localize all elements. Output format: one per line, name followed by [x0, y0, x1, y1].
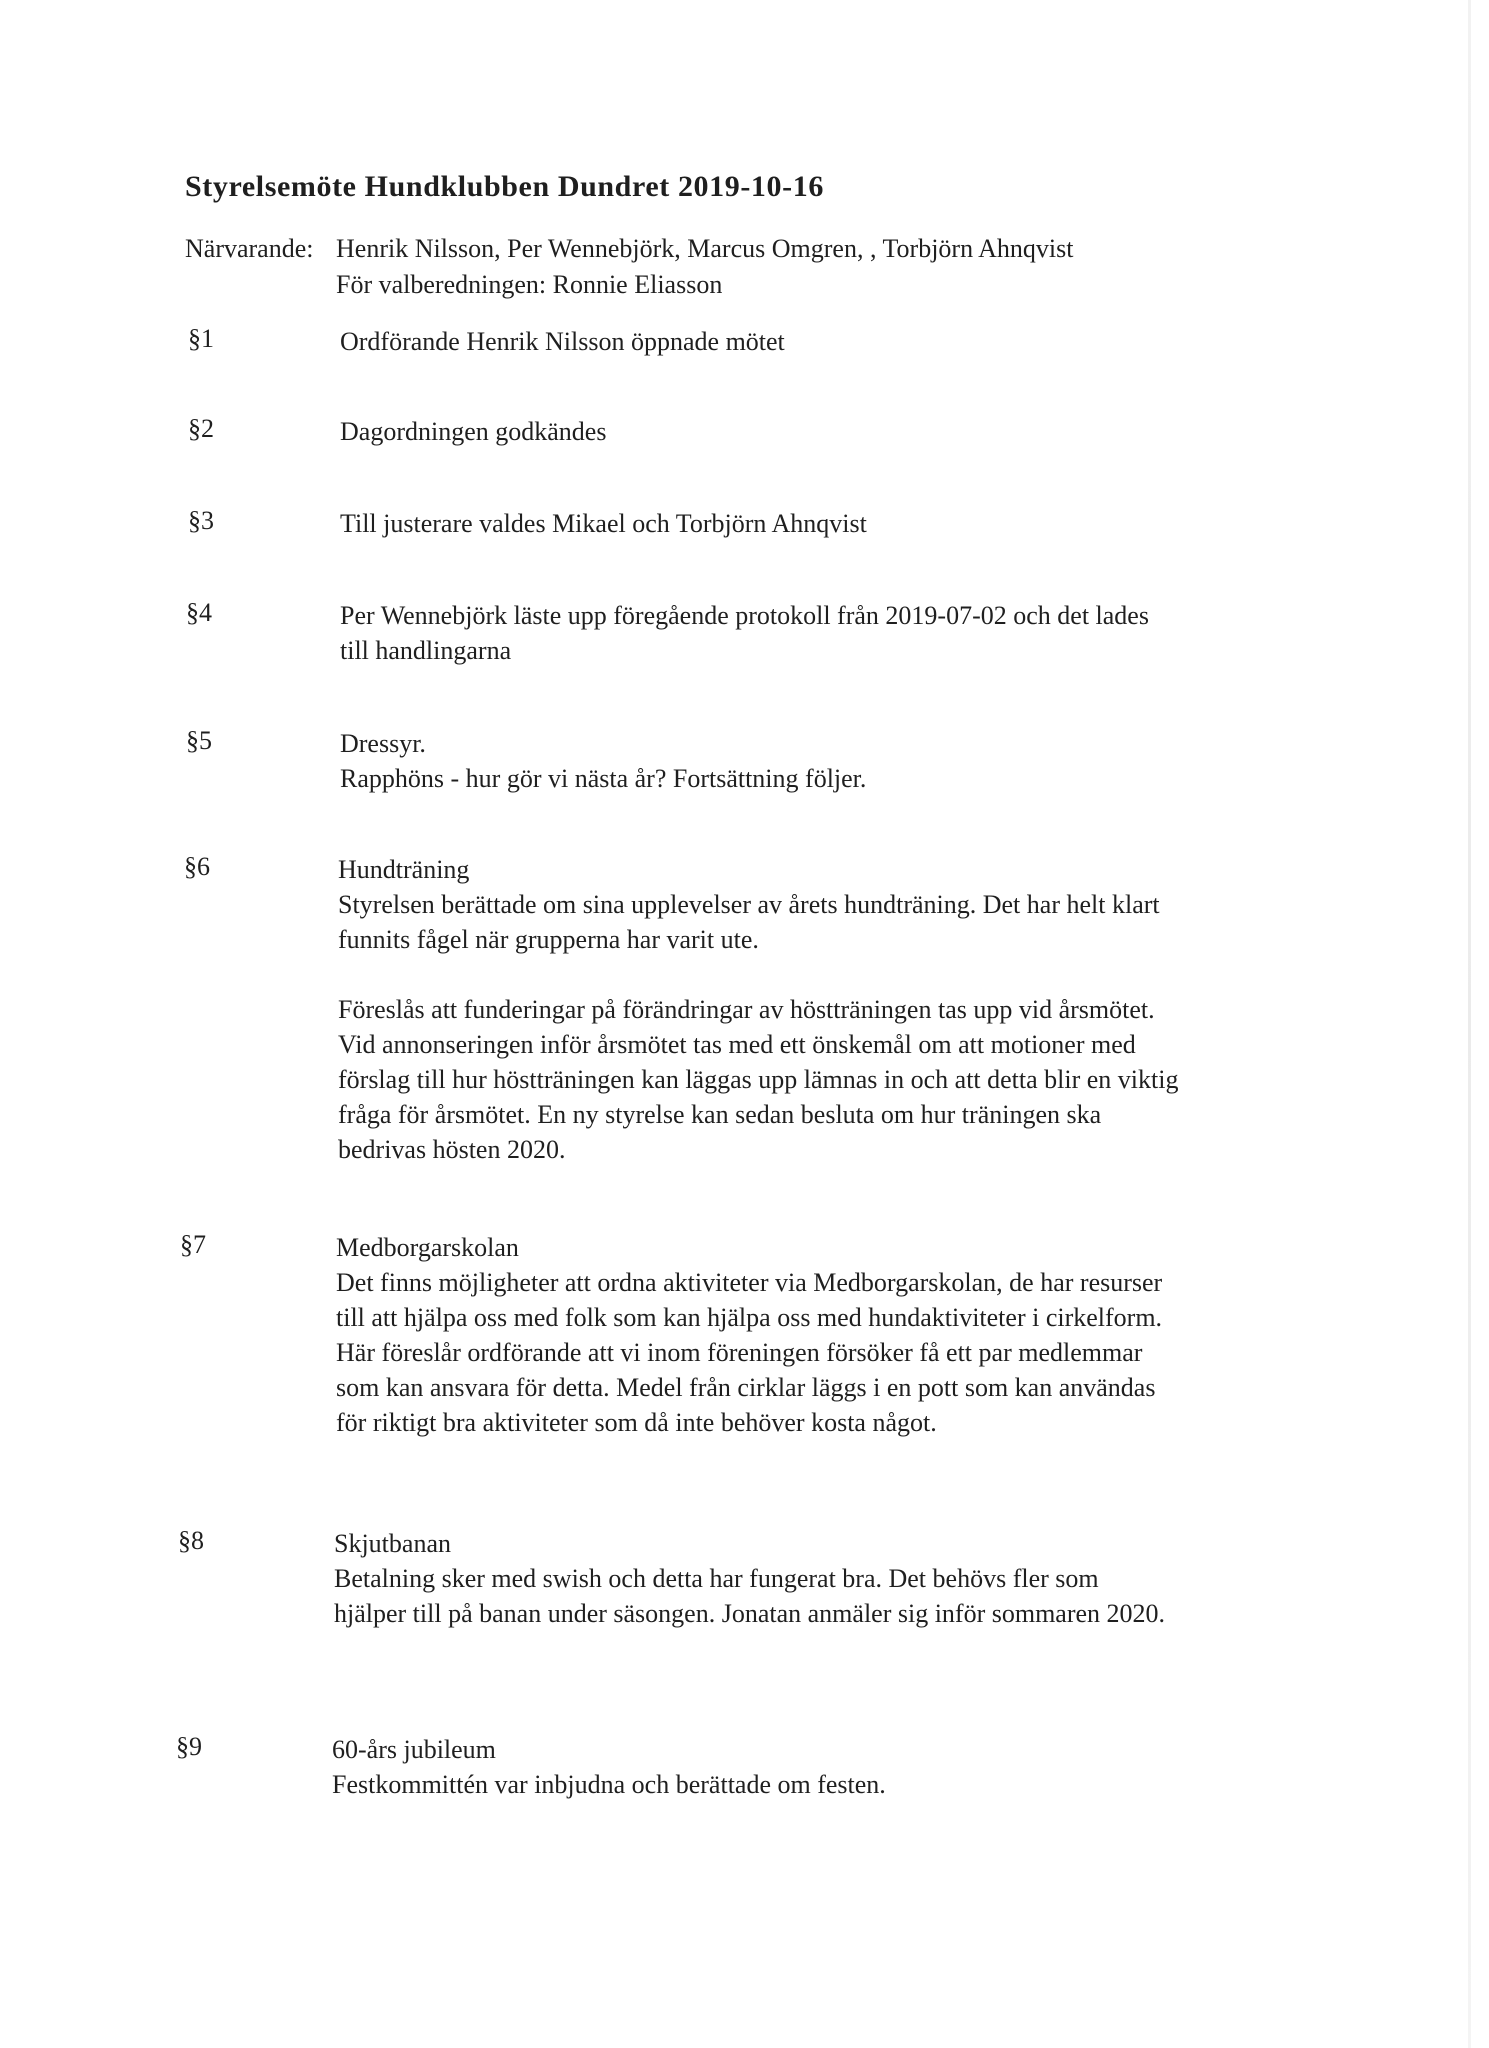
section-text-line: 60-års jubileum	[332, 1735, 496, 1764]
section-body	[340, 598, 1149, 668]
section-text-line: hjälper till på banan under säsongen. Jonatan anmäler sig inför sommaren 2020.	[334, 1599, 1166, 1628]
section-body	[340, 414, 606, 449]
section-text-line: förslag till hur höstträningen kan läggas upp lämnas in och att detta blir en viktig	[338, 1065, 1179, 1094]
section-text-line: Festkommittén var inbjudna och berättade om festen.	[332, 1770, 886, 1799]
section-number: §3	[188, 506, 214, 535]
section-text-line: Dagordningen godkändes	[340, 417, 607, 446]
section-body	[340, 324, 785, 359]
section-text-line: Rapphöns - hur gör vi nästa år? Fortsättning följer.	[340, 764, 867, 793]
section-text-line: Per Wennebjörk läste upp föregående protokoll från 2019-07-02 och det lades	[340, 601, 1149, 630]
section-number: §9	[176, 1732, 202, 1761]
section-body	[336, 1230, 1162, 1440]
section-text-line: fråga för årsmötet. En ny styrelse kan sedan besluta om hur träningen ska	[338, 1100, 1102, 1129]
attendance-line: Henrik Nilsson, Per Wennebjörk, Marcus Omgren, , Torbjörn Ahnqvist	[336, 234, 1074, 263]
attendance-label: Närvarande:	[185, 234, 314, 263]
scan-edge	[1468, 0, 1471, 2048]
section-number: §7	[180, 1230, 206, 1259]
section-number: §5	[186, 726, 212, 755]
section-body	[340, 506, 867, 541]
paragraph-gap	[338, 957, 1178, 992]
section-number: §1	[188, 324, 214, 353]
section-text-line: för riktigt bra aktiviteter som då inte behöver kosta något.	[336, 1408, 937, 1437]
section-text-line: Skjutbanan	[334, 1529, 451, 1558]
section-text-line: Ordförande Henrik Nilsson öppnade mötet	[340, 327, 785, 356]
section-body	[334, 1526, 1165, 1631]
section-text-line: Medborgarskolan	[336, 1233, 519, 1262]
section-body	[338, 852, 1178, 1167]
section-number: §8	[178, 1526, 204, 1555]
section-body	[332, 1732, 886, 1802]
section-text-line: funnits fågel när grupperna har varit ute.	[338, 925, 759, 954]
document-title: Styrelsemöte Hundklubben Dundret 2019-10-16	[185, 170, 824, 203]
section-text-line: bedrivas hösten 2020.	[338, 1135, 566, 1164]
section-text-line: till handlingarna	[340, 636, 512, 665]
section-text-line: Dressyr.	[340, 729, 426, 758]
section-text-line: Vid annonseringen inför årsmötet tas med ett önskemål om att motioner med	[338, 1030, 1136, 1059]
section-text-line: Föreslås att funderingar på förändringar av höstträningen tas upp vid årsmötet.	[338, 995, 1155, 1024]
section-number: §6	[184, 852, 210, 881]
section-text-line: Betalning sker med swish och detta har fungerat bra. Det behövs fler som	[334, 1564, 1099, 1593]
section-text-line: Styrelsen berättade om sina upplevelser av årets hundträning. Det har helt klart	[338, 890, 1160, 919]
section-number: §4	[186, 598, 212, 627]
section-text-line: till att hjälpa oss med folk som kan hjälpa oss med hundaktiviteter i cirkelform.	[336, 1303, 1163, 1332]
section-text-line: Här föreslår ordförande att vi inom föreningen försöker få ett par medlemmar	[336, 1338, 1143, 1367]
attendance-line: För valberedningen: Ronnie Eliasson	[336, 270, 723, 299]
section-number: §2	[188, 414, 214, 443]
section-text-line: som kan ansvara för detta. Medel från cirklar läggs i en pott som kan användas	[336, 1373, 1156, 1402]
section-body	[340, 726, 866, 796]
section-text-line: Det finns möjligheter att ordna aktiviteter via Medborgarskolan, de har resurser	[336, 1268, 1163, 1297]
section-text-line: Hundträning	[338, 855, 470, 884]
section-text-line: Till justerare valdes Mikael och Torbjörn Ahnqvist	[340, 509, 867, 538]
